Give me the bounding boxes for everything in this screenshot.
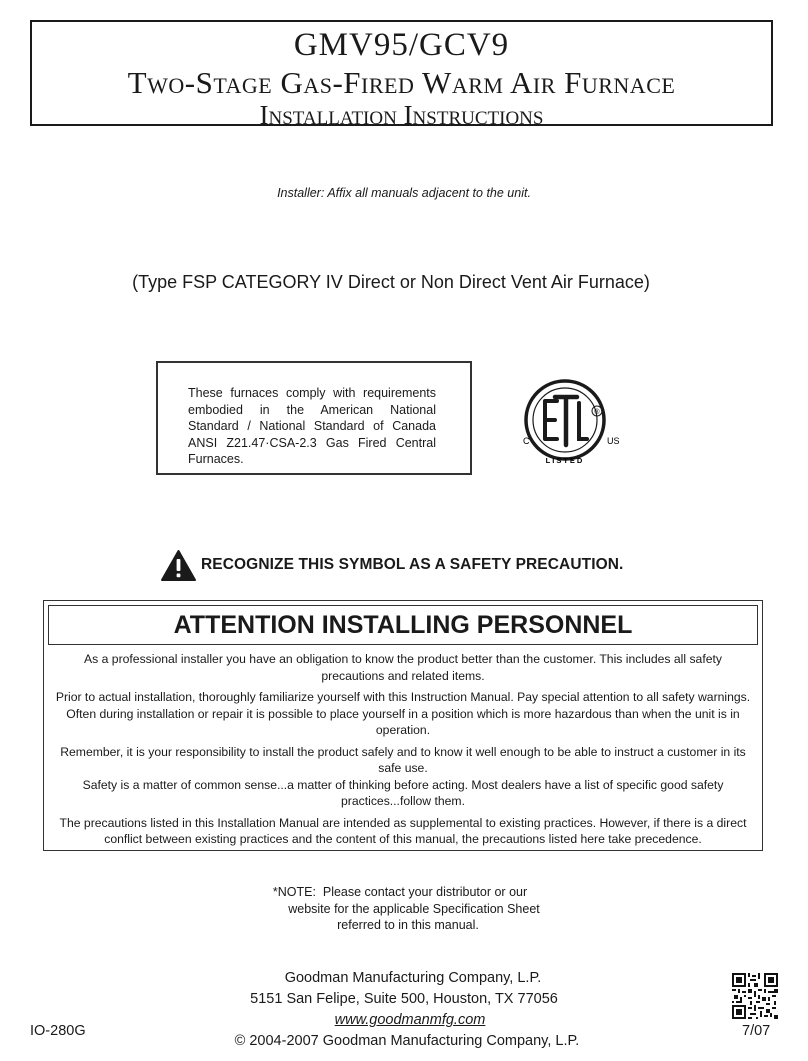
footer — [0, 968, 808, 1052]
safety-symbol-line — [160, 548, 623, 582]
note-line-2: website for the applicable Specification Sheet — [288, 901, 540, 916]
company-name: Goodman Manufacturing Company, L.P. — [284, 970, 542, 986]
safety-symbol-text: RECOGNIZE THIS SYMBOL AS A SAFETY PRECAUTION. — [201, 556, 624, 573]
etl-country-right: US — [607, 436, 620, 446]
attention-paragraph-2: Prior to actual installation, thoroughly familiarize yourself with this Instruction Manual. Pay special attention to all safety warnings. Often during installation or repair it is possible to place yourself in a position which is more hazardous than when the unit is in operation. — [55, 690, 751, 737]
attention-paragraph-4: Safety is a matter of common sense...a matter of thinking before acting. Most dealers have a list of specific good safety practices...follow them. — [82, 777, 724, 808]
attention-box — [43, 600, 763, 851]
note-line-1: *NOTE: Please contact your distributor or our — [272, 885, 528, 899]
attention-paragraph-5: The precautions listed in this Installation Manual are intended as supplemental to existing practices. However, if there is a direct conflict between existing practices and the content of this manual, the precautions listed here take precedence. — [59, 815, 747, 846]
document-type-title: Installation Instructions — [259, 100, 544, 130]
document-id: IO-280G — [30, 1023, 86, 1039]
warning-triangle-icon — [160, 549, 197, 582]
compliance-box — [156, 361, 472, 475]
furnace-type-line: (Type FSP CATEGORY IV Direct or Non Direct Vent Air Furnace) — [132, 272, 650, 292]
copyright: © 2004-2007 Goodman Manufacturing Company, L.P. — [234, 1033, 580, 1049]
company-address: 5151 San Felipe, Suite 500, Houston, TX 77056 — [250, 991, 558, 1007]
etl-country-left: C — [523, 436, 530, 446]
etl-text: ETL — [515, 373, 517, 374]
specification-note — [0, 884, 808, 934]
title-block — [30, 20, 773, 130]
attention-paragraph-1: As a professional installer you have an obligation to know the product better than the customer. This includes all safety precautions and related items. — [84, 652, 722, 683]
attention-body — [52, 651, 754, 853]
installer-note: Installer: Affix all manuals adjacent to the unit. — [277, 186, 531, 200]
etl-listed-mark-icon — [515, 373, 640, 473]
attention-heading: ATTENTION INSTALLING PERSONNEL — [48, 605, 758, 645]
attention-paragraph-3: Remember, it is your responsibility to install the product safely and to know it well enough to be able to instruct a customer in its safe use. — [60, 744, 746, 775]
website-link[interactable]: www.goodmanmfg.com — [334, 1012, 486, 1028]
note-line-3: referred to in this manual. — [337, 918, 479, 932]
registered-mark: ® — [594, 409, 600, 416]
qr-code-icon — [732, 973, 778, 1019]
compliance-text: These furnaces comply with requirements embodied in the American National Standard / National Standard of Canada ANSI Z21.47·CSA-2.3 Gas Fired Central Furnaces. — [188, 386, 436, 466]
model-title: GMV95/GCV9 — [293, 27, 510, 63]
etl-listed-text: LISTED — [545, 456, 585, 465]
product-title: Two-Stage Gas-Fired Warm Air Furnace — [127, 65, 676, 100]
document-date: 7/07 — [742, 1023, 771, 1039]
